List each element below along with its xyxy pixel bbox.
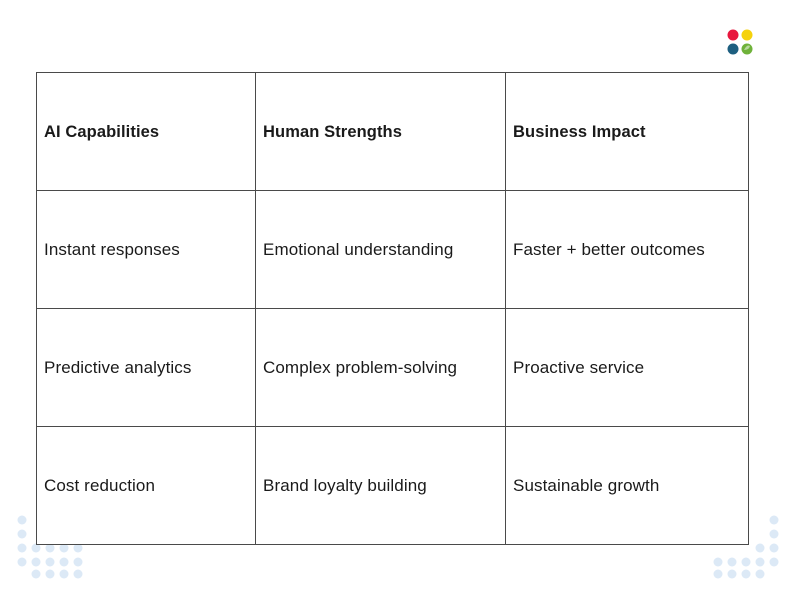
table-cell: Instant responses (37, 191, 256, 309)
table-cell: Cost reduction (37, 427, 256, 545)
table-cell: Faster + better outcomes (506, 191, 749, 309)
four-dot-logo-icon (726, 28, 754, 56)
table-cell: Sustainable growth (506, 427, 749, 545)
table-header-row (37, 73, 749, 191)
header-ai-capabilities: AI Capabilities (37, 73, 256, 191)
table-row (37, 191, 749, 309)
comparison-table (36, 72, 749, 545)
table-cell: Emotional understanding (256, 191, 506, 309)
table-cell: Proactive service (506, 309, 749, 427)
table-row (37, 427, 749, 545)
table-cell: Complex problem-solving (256, 309, 506, 427)
header-business-impact: Business Impact (506, 73, 749, 191)
table-cell: Predictive analytics (37, 309, 256, 427)
table-cell: Brand loyalty building (256, 427, 506, 545)
table-row (37, 309, 749, 427)
header-human-strengths: Human Strengths (256, 73, 506, 191)
